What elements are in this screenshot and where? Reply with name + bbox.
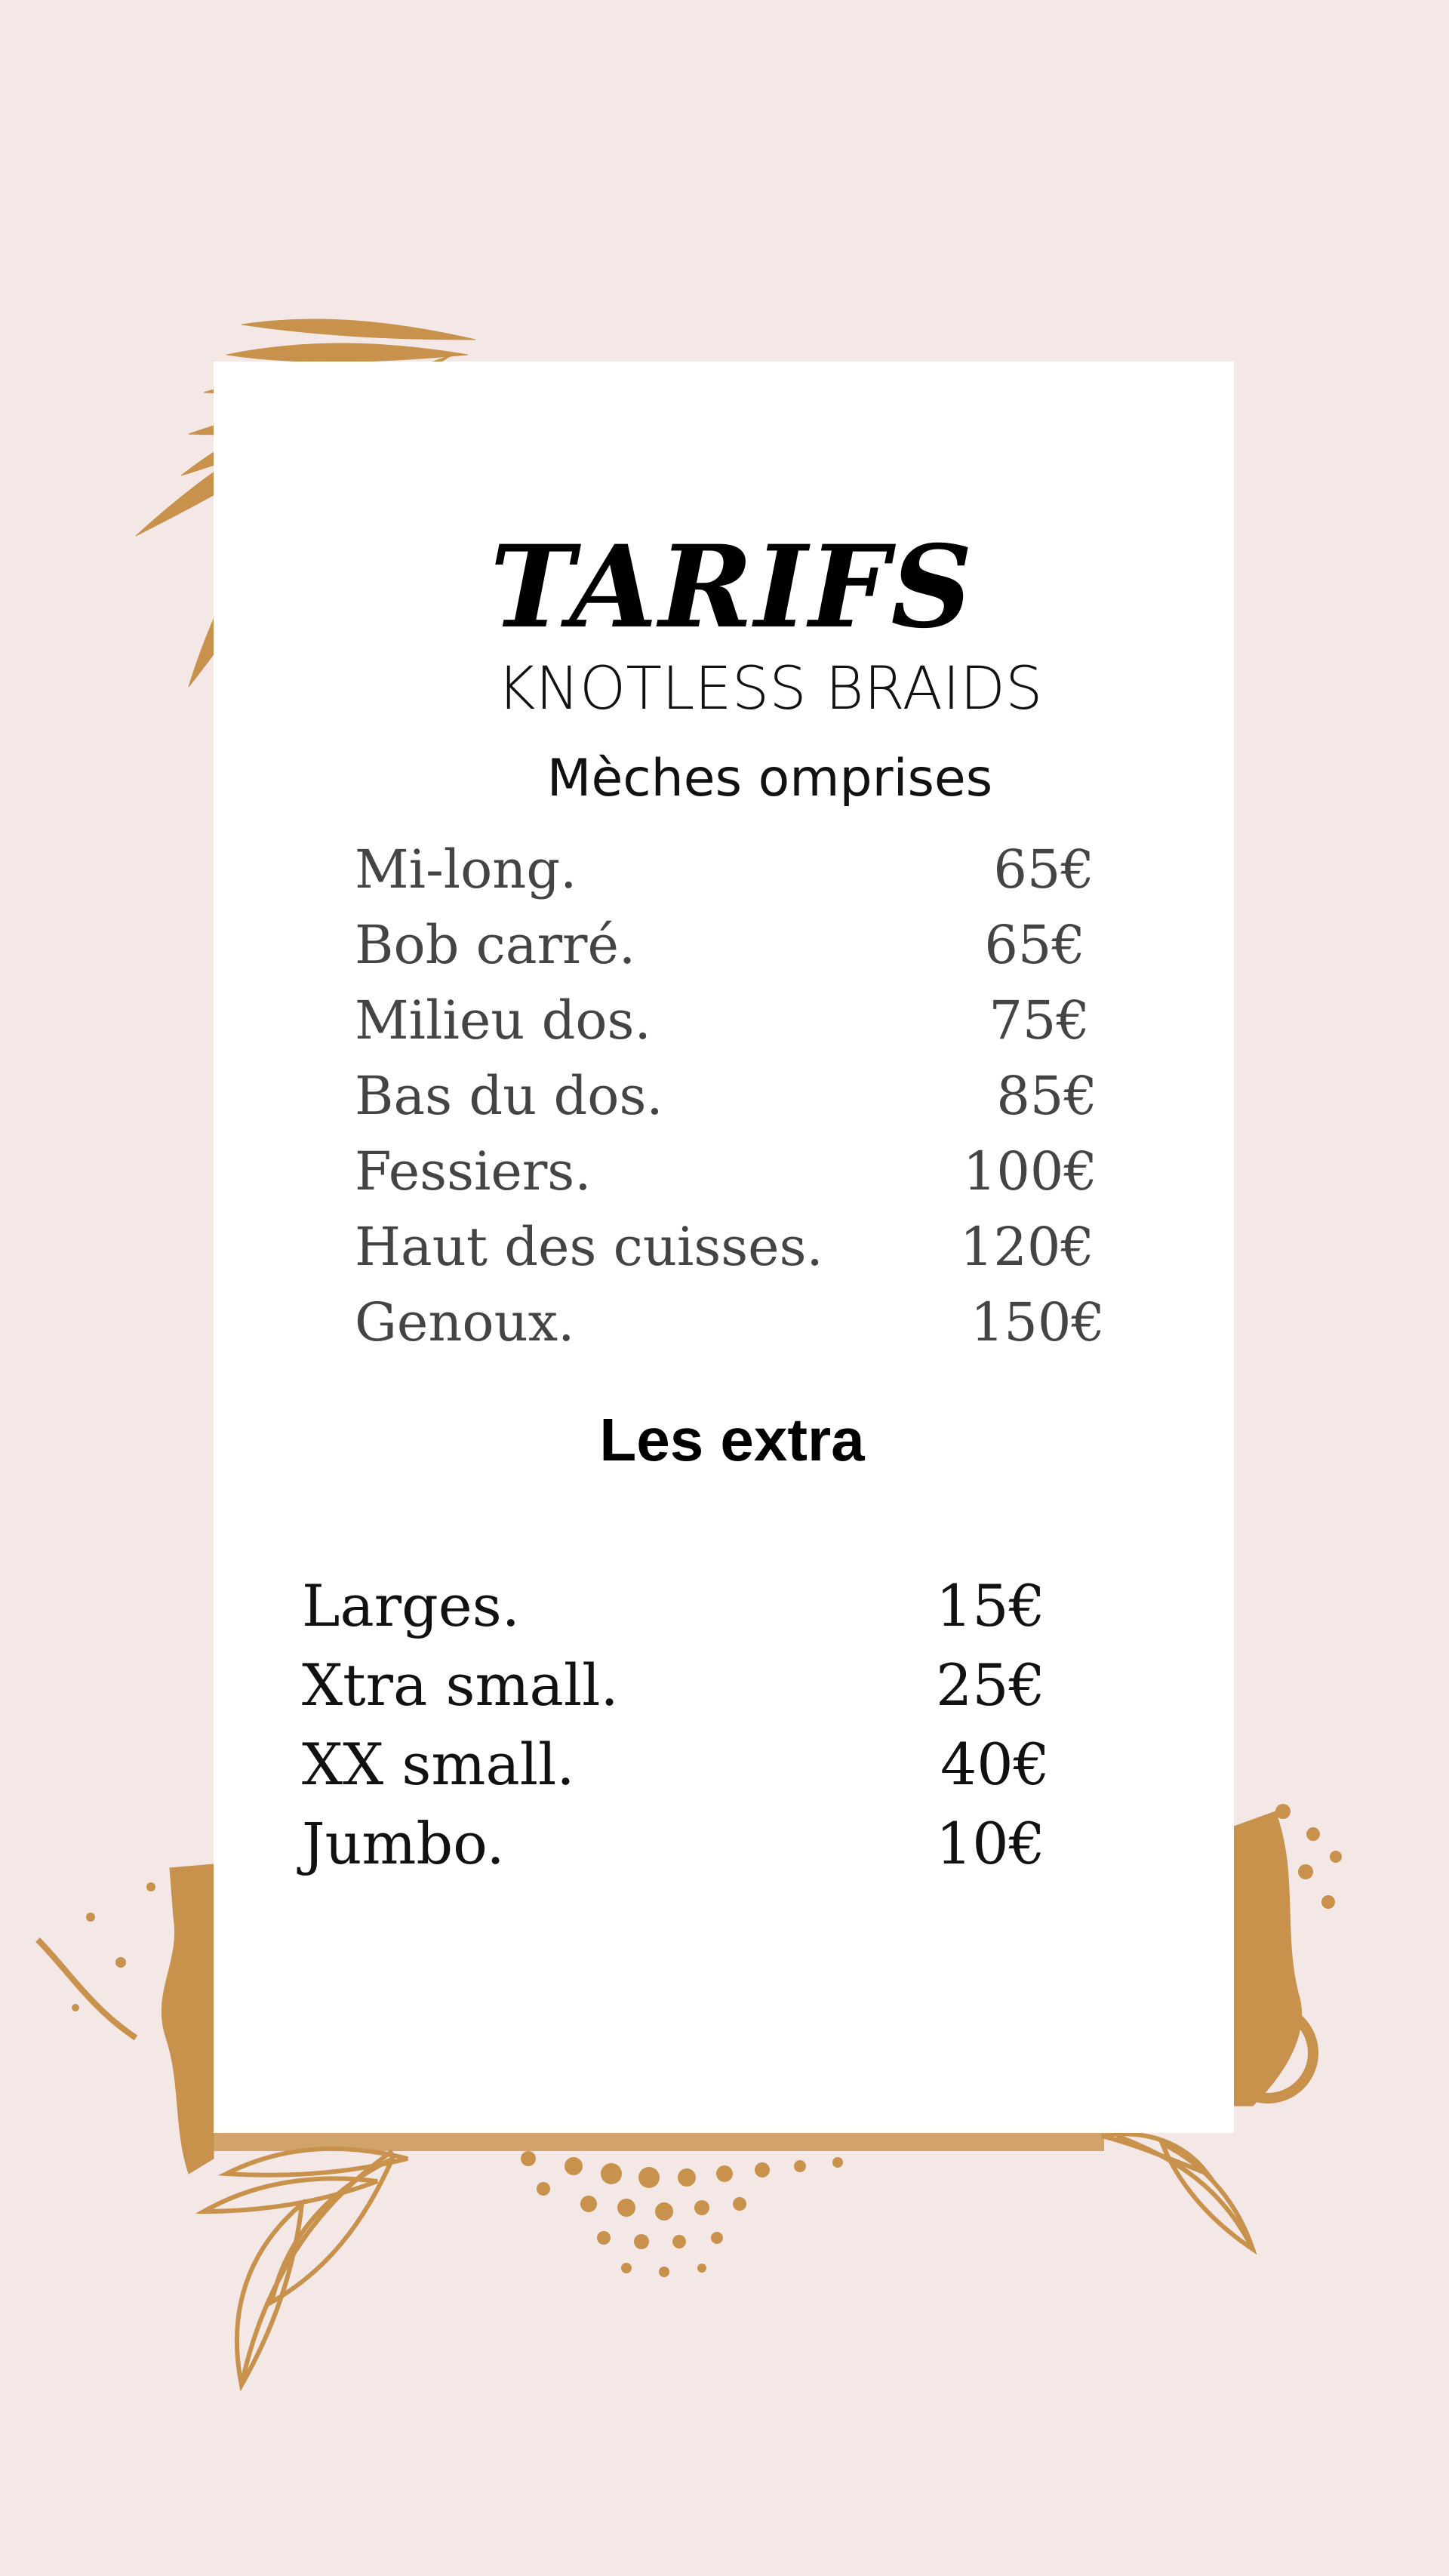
extra-label: Larges. bbox=[302, 1572, 520, 1639]
length-label: Genoux. bbox=[355, 1291, 575, 1353]
price-row bbox=[355, 983, 1094, 1058]
service-name: KNOTLESS BRAIDS bbox=[497, 655, 1043, 723]
extra-label: Xtra small. bbox=[302, 1651, 619, 1719]
price-value: 150€ bbox=[970, 1291, 1105, 1353]
leaf-branch-bottom-left-icon bbox=[204, 2149, 408, 2385]
page-title: TARIFS bbox=[490, 521, 974, 654]
length-label: Fessiers. bbox=[355, 1140, 592, 1202]
price-value: 75€ bbox=[989, 989, 1090, 1051]
price-value: 100€ bbox=[962, 1140, 1097, 1202]
length-label: Bas du dos. bbox=[355, 1065, 663, 1127]
extra-row bbox=[302, 1725, 1050, 1804]
extras-heading: Les extra bbox=[599, 1406, 865, 1473]
extra-price: 10€ bbox=[935, 1810, 1045, 1877]
leaf-branch-bottom-right-icon bbox=[1102, 2134, 1253, 2249]
extra-label: Jumbo. bbox=[302, 1810, 505, 1877]
extra-price: 25€ bbox=[935, 1651, 1045, 1719]
price-row bbox=[355, 1285, 1105, 1360]
extra-price: 40€ bbox=[940, 1731, 1050, 1798]
paint-splatter-left-icon bbox=[162, 1864, 214, 2174]
price-row bbox=[355, 1209, 1094, 1285]
paint-splatter-right-icon bbox=[1234, 1811, 1302, 2106]
extra-row bbox=[302, 1645, 1045, 1725]
price-value: 65€ bbox=[993, 839, 1094, 900]
extra-price: 15€ bbox=[935, 1572, 1045, 1639]
extra-label: XX small. bbox=[302, 1731, 575, 1798]
service-subtitle: Mèches omprises bbox=[546, 749, 993, 808]
length-label: Bob carré. bbox=[355, 914, 636, 976]
price-row bbox=[355, 832, 1094, 907]
price-value: 85€ bbox=[996, 1065, 1097, 1127]
price-value: 120€ bbox=[959, 1216, 1094, 1278]
price-value: 65€ bbox=[984, 914, 1085, 976]
price-row bbox=[355, 1134, 1097, 1209]
length-label: Mi-long. bbox=[355, 839, 577, 900]
price-row bbox=[355, 1058, 1097, 1134]
extra-row bbox=[302, 1804, 1045, 1883]
length-label: Milieu dos. bbox=[355, 989, 651, 1051]
extra-row bbox=[302, 1566, 1045, 1645]
price-row bbox=[355, 907, 1094, 983]
length-label: Haut des cuisses. bbox=[355, 1216, 823, 1278]
